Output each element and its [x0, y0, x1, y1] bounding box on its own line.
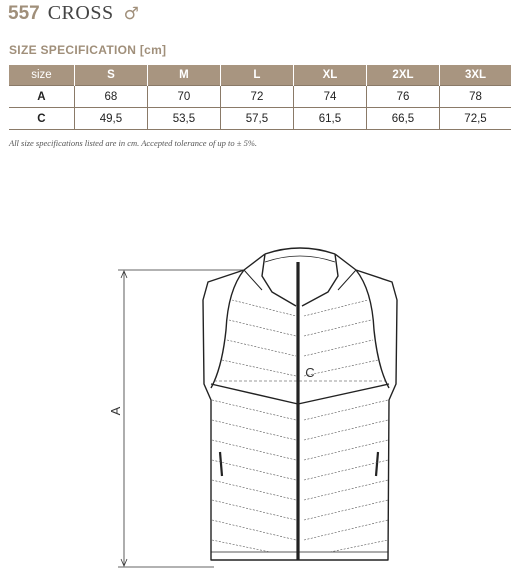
table-cell: 76	[366, 86, 439, 108]
column-header: M	[147, 65, 220, 86]
table-cell: 66,5	[366, 108, 439, 130]
table-cell: 68	[74, 86, 147, 108]
column-header: XL	[293, 65, 366, 86]
row-label: A	[9, 86, 74, 108]
right-pocket	[376, 452, 378, 476]
tolerance-note: All size specifications listed are in cm. Accepted tolerance of up to ± 5%.	[9, 138, 258, 148]
product-code: 557	[8, 3, 40, 24]
label-a: A	[108, 406, 123, 416]
table-cell: 53,5	[147, 108, 220, 130]
table-cell: 74	[293, 86, 366, 108]
table-cell: 72,5	[439, 108, 511, 130]
table-cell: 72	[220, 86, 293, 108]
column-header: 2XL	[366, 65, 439, 86]
table-cell: 61,5	[293, 108, 366, 130]
column-header: size	[9, 65, 74, 86]
column-header: L	[220, 65, 293, 86]
table-cell: 57,5	[220, 108, 293, 130]
column-header: S	[74, 65, 147, 86]
upper-quilting	[222, 300, 378, 376]
left-armhole	[211, 270, 244, 388]
table-cell: 78	[439, 86, 511, 108]
right-armhole	[356, 270, 389, 388]
spec-title: SIZE SPECIFICATION [cm]	[9, 43, 167, 57]
product-name: CROSS	[47, 2, 114, 24]
dimension-arrow-a	[118, 270, 244, 567]
row-label: C	[9, 108, 74, 130]
male-symbol-icon: ♂	[123, 4, 139, 24]
left-pocket	[220, 452, 222, 476]
vest-collar	[262, 254, 338, 306]
label-c: C	[305, 365, 315, 380]
lower-quilting	[212, 400, 388, 552]
chest-seam	[211, 384, 389, 404]
table-cell: 70	[147, 86, 220, 108]
column-header: 3XL	[439, 65, 511, 86]
table-cell: 49,5	[74, 108, 147, 130]
